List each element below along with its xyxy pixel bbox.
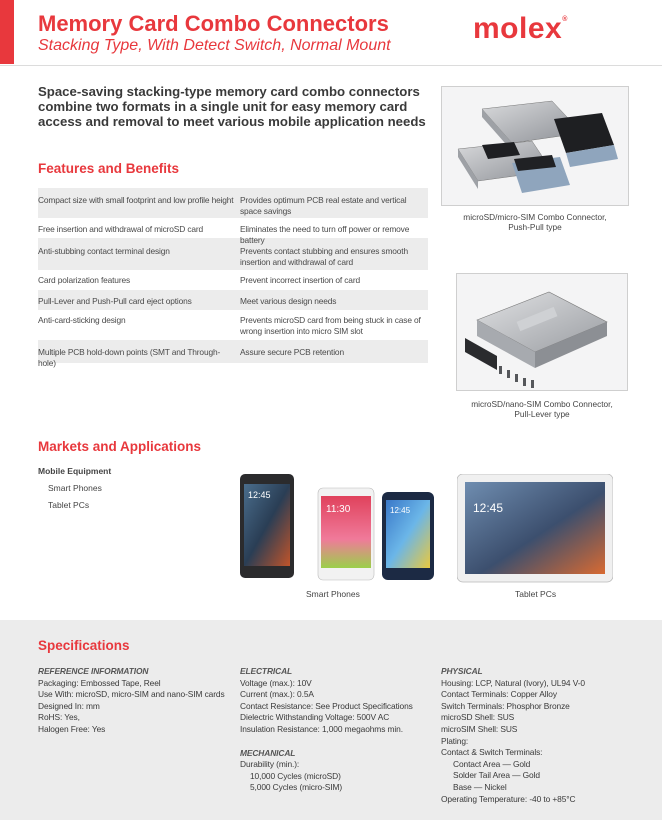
market-category: Mobile Equipment bbox=[38, 466, 112, 476]
photo-caption-2-line1: microSD/nano-SIM Combo Connector, bbox=[471, 399, 613, 409]
phone-clock: 12:45 bbox=[390, 506, 411, 515]
spec-line: Insulation Resistance: 1,000 megaohms min. bbox=[240, 723, 403, 734]
benefit-cell: Assure secure PCB retention bbox=[240, 347, 344, 357]
phone-clock: 12:45 bbox=[248, 490, 271, 500]
spec-line: Halogen Free: Yes bbox=[38, 723, 106, 734]
spec-line: microSD Shell: SUS bbox=[441, 712, 515, 723]
benefit-cell: Provides optimum PCB real estate and vertical space savings bbox=[240, 195, 407, 216]
spec-line: Use With: microSD, micro-SIM and nano-SIM cards bbox=[38, 689, 225, 700]
brand-logo bbox=[473, 12, 568, 46]
spec-line: Contact Resistance: See Product Specifications bbox=[240, 700, 413, 711]
header-divider bbox=[0, 65, 662, 66]
feature-cell: Anti-card-sticking design bbox=[38, 315, 126, 325]
feature-cell: Card polarization features bbox=[38, 275, 130, 285]
photo-caption-1-line1: microSD/micro-SIM Combo Connector, bbox=[463, 212, 607, 222]
tablet-image bbox=[457, 474, 613, 584]
spec-line: RoHS: Yes, bbox=[38, 712, 80, 723]
feature-row bbox=[38, 188, 428, 218]
smartphones-illustration bbox=[240, 472, 440, 582]
feature-cell: Compact size with small footprint and low profile height bbox=[38, 195, 234, 205]
page-subtitle: Stacking Type, With Detect Switch, Normal Mount bbox=[38, 37, 391, 54]
smartphones-image bbox=[240, 472, 440, 582]
spec-line: Contact Area — Gold bbox=[453, 758, 531, 769]
spec-physical-title: PHYSICAL bbox=[441, 666, 483, 676]
spec-line: Durability (min.): bbox=[240, 759, 300, 770]
spec-line: microSIM Shell: SUS bbox=[441, 723, 518, 734]
phone-clock: 11:30 bbox=[326, 504, 351, 515]
benefit-cell: Meet various design needs bbox=[240, 296, 337, 306]
feature-cell: Anti-stubbing contact terminal design bbox=[38, 246, 170, 256]
spec-line: Plating: bbox=[441, 735, 469, 746]
brand-logo-text: molex bbox=[473, 12, 563, 45]
spec-line: 10,000 Cycles (microSD) bbox=[250, 770, 341, 781]
header-accent-bar bbox=[0, 0, 14, 64]
photo-caption-1 bbox=[441, 212, 629, 232]
feature-cell: Free insertion and withdrawal of microSD card bbox=[38, 224, 204, 234]
feature-row bbox=[38, 270, 428, 290]
benefit-cell: Prevents contact stubbing and ensures smooth insertion and withdrawal of card bbox=[240, 246, 408, 267]
spec-line: Solder Tail Area — Gold bbox=[453, 770, 540, 781]
connector-illustration bbox=[457, 274, 628, 391]
benefit-cell: Eliminates the need to turn off power or remove battery bbox=[240, 224, 410, 245]
spec-line: Base — Nickel bbox=[453, 781, 507, 792]
page-title: Memory Card Combo Connectors bbox=[38, 11, 389, 36]
markets-heading: Markets and Applications bbox=[38, 439, 202, 454]
tablet-caption: Tablet PCs bbox=[515, 589, 557, 599]
intro-paragraph: Space-saving stacking-type memory card combo connectors combine two formats in a single unit for easy memory card access and removal to meet various mobile application needs bbox=[38, 84, 426, 129]
feature-row bbox=[38, 218, 428, 245]
feature-row bbox=[38, 340, 428, 368]
spec-line: Switch Terminals: Phosphor Bronze bbox=[441, 700, 570, 711]
connector-illustration bbox=[442, 87, 629, 206]
feature-row bbox=[38, 310, 428, 340]
photo-caption-2-line2: Pull-Lever type bbox=[514, 409, 570, 419]
spec-line: Operating Temperature: -40 to +85°C bbox=[441, 793, 576, 804]
spec-electrical-title: ELECTRICAL bbox=[240, 666, 293, 676]
photo-caption-2 bbox=[456, 399, 628, 419]
spec-physical-column bbox=[441, 666, 651, 805]
smartphones-caption: Smart Phones bbox=[306, 589, 360, 599]
feature-cell: Multiple PCB hold-down points (SMT and Through-hole) bbox=[38, 347, 221, 368]
tablet-clock: 12:45 bbox=[473, 501, 504, 515]
spec-line: Voltage (max.): 10V bbox=[240, 677, 312, 688]
spec-reference-column bbox=[38, 666, 238, 736]
spec-reference-title: REFERENCE INFORMATION bbox=[38, 666, 149, 676]
spec-electrical-column bbox=[240, 666, 436, 794]
spec-line: Housing: LCP, Natural (Ivory), UL94 V-0 bbox=[441, 677, 585, 688]
product-photo-push-pull bbox=[441, 86, 629, 206]
spec-line: 5,000 Cycles (micro-SIM) bbox=[250, 782, 343, 793]
benefit-cell: Prevent incorrect insertion of card bbox=[240, 275, 360, 285]
spec-line: Dielectric Withstanding Voltage: 500V AC bbox=[240, 712, 390, 723]
spec-line: Packaging: Embossed Tape, Reel bbox=[38, 677, 161, 688]
feature-row bbox=[38, 290, 428, 310]
spec-mechanical-title: MECHANICAL bbox=[240, 747, 296, 758]
benefit-cell: Prevents microSD card from being stuck in case of wrong insertion into micro SIM slot bbox=[240, 315, 421, 336]
tablet-illustration bbox=[457, 474, 613, 584]
spec-line: Contact & Switch Terminals: bbox=[441, 747, 543, 758]
spec-line: Current (max.): 0.5A bbox=[240, 689, 314, 700]
feature-row bbox=[38, 238, 428, 270]
specifications-heading: Specifications bbox=[38, 638, 130, 653]
spec-line: Designed In: mm bbox=[38, 700, 100, 711]
photo-caption-1-line2: Push-Pull type bbox=[508, 222, 562, 232]
market-item: Smart Phones bbox=[48, 483, 102, 493]
features-table bbox=[38, 188, 428, 368]
feature-cell: Pull-Lever and Push-Pull card eject options bbox=[38, 296, 192, 306]
product-photo-pull-lever bbox=[456, 273, 628, 391]
brand-registered-mark: ® bbox=[562, 16, 568, 23]
spec-line: Contact Terminals: Copper Alloy bbox=[441, 689, 557, 700]
features-heading: Features and Benefits bbox=[38, 161, 180, 176]
market-item: Tablet PCs bbox=[48, 500, 90, 510]
